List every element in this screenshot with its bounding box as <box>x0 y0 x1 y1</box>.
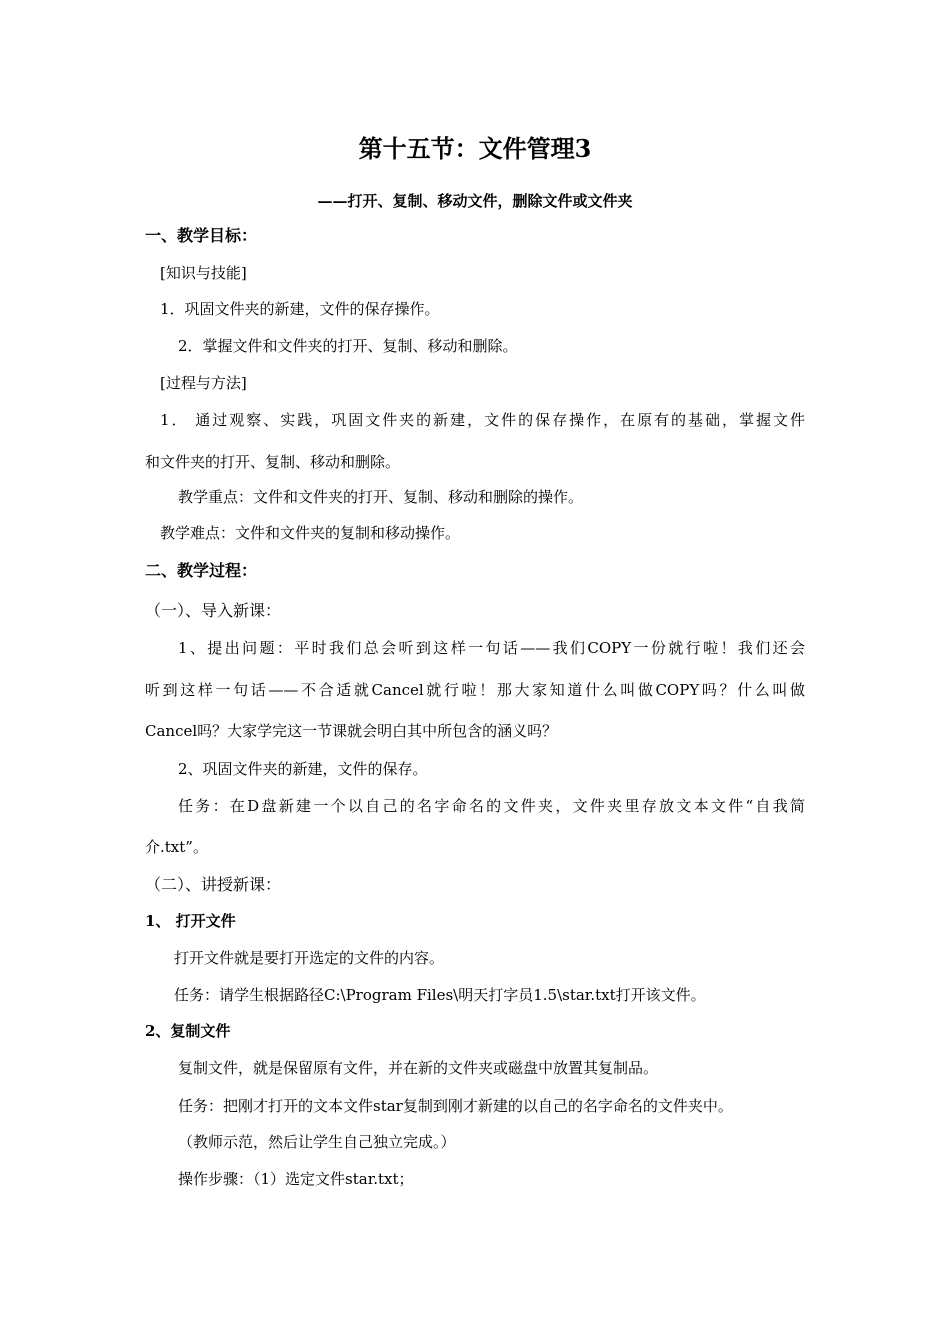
subheading-copy-file: 2、复制文件 <box>145 1022 231 1040</box>
copy-file-note: （教师示范，然后让学生自己独立完成。） <box>178 1133 456 1151</box>
question-line-2: 听到这样一句话——不合适就Cancel就行啦！那大家知道什么叫做COPY吗？什么叫做 <box>145 681 805 699</box>
copy-file-steps: 操作步骤：（1）选定文件star.txt； <box>178 1170 414 1188</box>
copy-file-description: 复制文件，就是保留原有文件，并在新的文件夹或磁盘中放置其复制品。 <box>178 1059 659 1077</box>
part-heading-new-lesson: （二）、讲授新课： <box>145 875 282 894</box>
process-item-line-2: 和文件夹的打开、复制、移动和删除。 <box>145 453 401 471</box>
key-point: 教学重点：文件和文件夹的打开、复制、移动和删除的操作。 <box>178 488 584 506</box>
knowledge-label: [知识与技能] <box>160 264 247 282</box>
section-heading-process: 二、教学过程： <box>145 561 258 580</box>
open-file-description: 打开文件就是要打开选定的文件的内容。 <box>174 949 445 967</box>
process-label: [过程与方法] <box>160 374 247 392</box>
process-item-line-1: 1． 通过观察、实践，巩固文件夹的新建，文件的保存操作，在原有的基础，掌握文件 <box>160 411 805 429</box>
section-heading-objectives: 一、教学目标： <box>145 226 258 245</box>
difficulty-point: 教学难点：文件和文件夹的复制和移动操作。 <box>160 524 461 542</box>
copy-file-task: 任务：把刚才打开的文本文件star复制到刚才新建的以自己的名字命名的文件夹中。 <box>178 1097 733 1115</box>
task-line-1: 任务：在D盘新建一个以自己的名字命名的文件夹，文件夹里存放文本文件“自我简 <box>178 797 805 815</box>
knowledge-item-2: 2．掌握文件和文件夹的打开、复制、移动和删除。 <box>178 337 518 355</box>
question-line-3: Cancel吗？大家学完这一节课就会明白其中所包含的涵义吗？ <box>145 722 558 740</box>
review-item: 2、巩固文件夹的新建，文件的保存。 <box>178 760 428 778</box>
question-line-1: 1、提出问题：平时我们总会听到这样一句话——我们COPY一份就行啦！我们还会 <box>178 639 805 657</box>
subheading-open-file: 1、 打开文件 <box>145 912 236 930</box>
page-title: 第十五节：文件管理3 <box>358 134 592 163</box>
task-line-2: 介.txt”。 <box>145 838 208 856</box>
page-subtitle: ——打开、复制、移动文件，删除文件或文件夹 <box>317 192 633 210</box>
part-heading-intro: （一）、导入新课： <box>145 601 282 620</box>
knowledge-item-1: 1．巩固文件夹的新建，文件的保存操作。 <box>160 300 440 318</box>
open-file-task: 任务：请学生根据路径C:\Program Files\明天打字员1.5\star.txt打开该文件。 <box>174 986 706 1004</box>
